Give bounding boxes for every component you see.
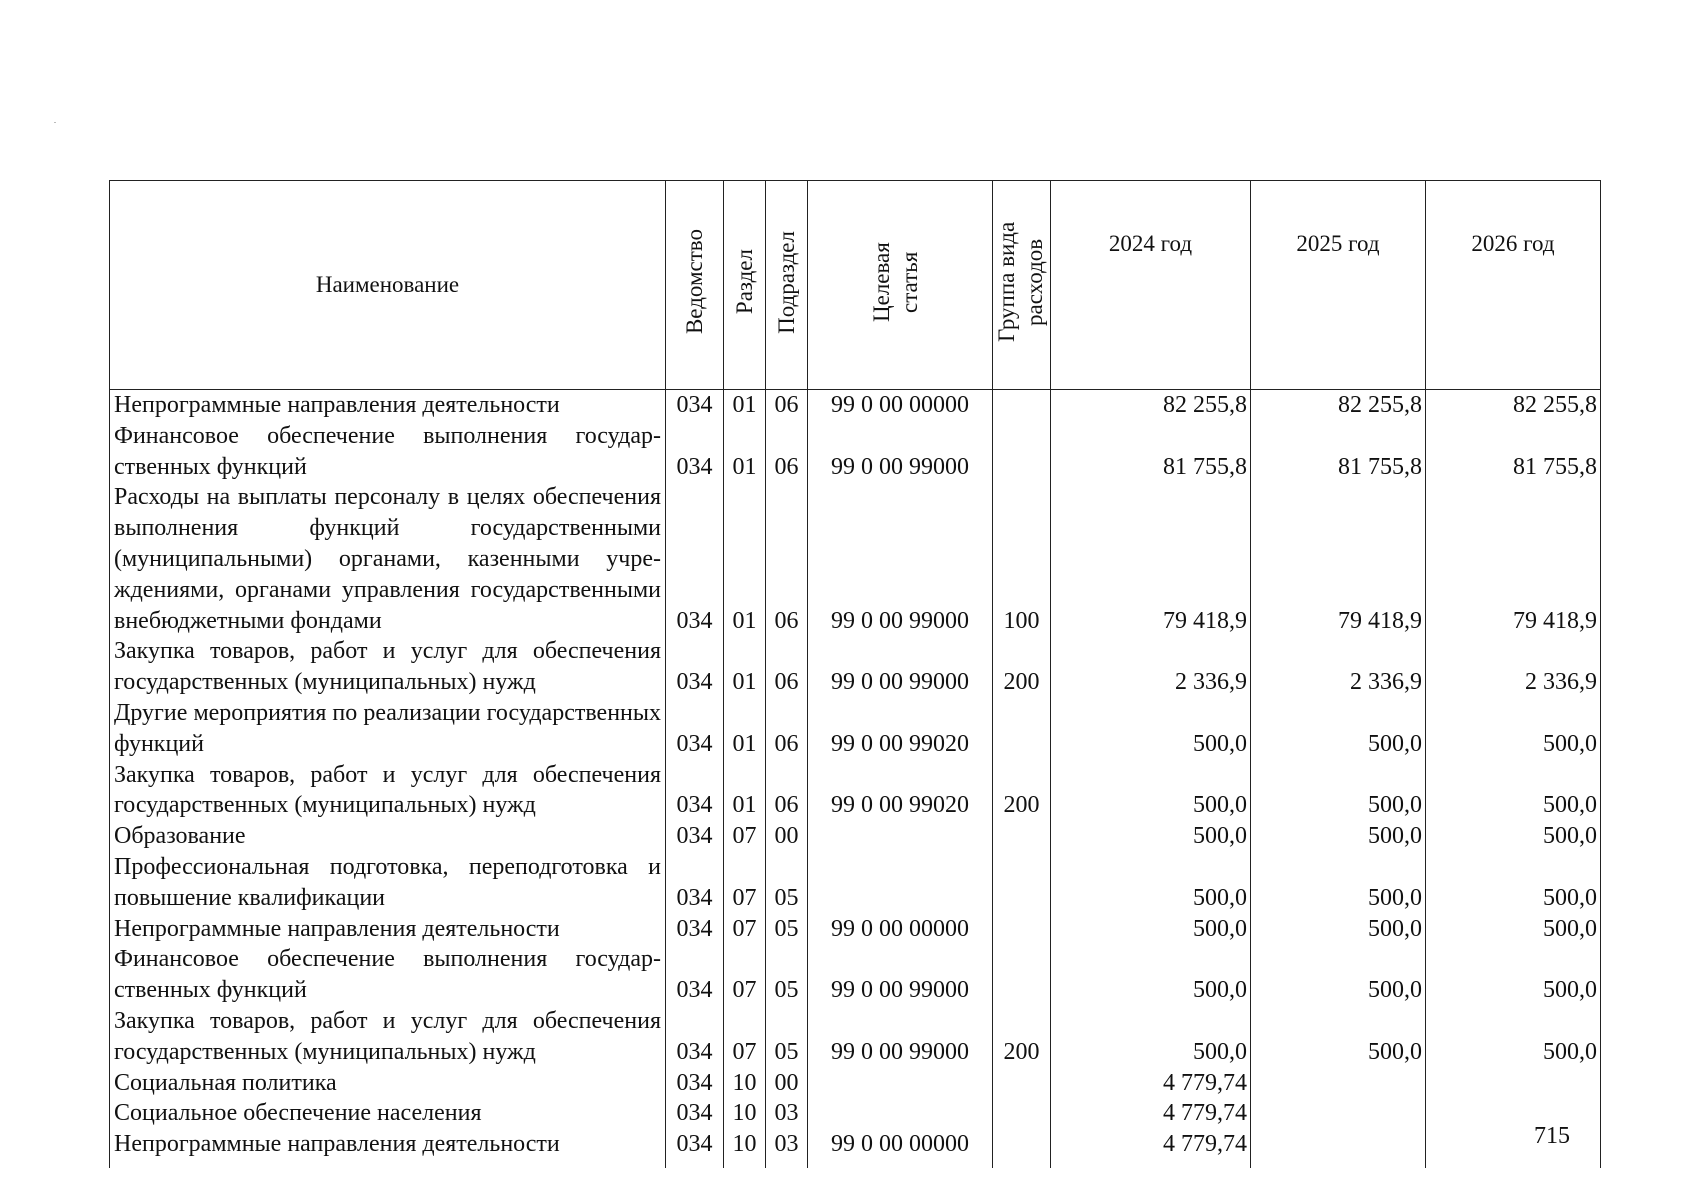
header-dept-text: Ведомство bbox=[681, 229, 707, 335]
row-section: 07 bbox=[724, 821, 766, 852]
row-2024: 500,0 bbox=[1051, 944, 1251, 1006]
row-2026 bbox=[1426, 1098, 1601, 1129]
row-section: 07 bbox=[724, 914, 766, 945]
row-dept: 034 bbox=[666, 698, 724, 760]
row-subsection: 06 bbox=[766, 421, 808, 483]
row-2026: 2 336,9 bbox=[1426, 636, 1601, 698]
row-dept: 034 bbox=[666, 1098, 724, 1129]
row-group bbox=[993, 1129, 1051, 1168]
row-2024: 500,0 bbox=[1051, 914, 1251, 945]
row-2025: 81 755,8 bbox=[1251, 421, 1426, 483]
table-row bbox=[110, 390, 1601, 421]
header-subsection-text: Подраздел bbox=[773, 230, 799, 334]
row-section: 01 bbox=[724, 390, 766, 421]
header-target bbox=[808, 181, 993, 390]
header-section-text: Раздел bbox=[731, 249, 757, 315]
row-name: Финансовое обеспечение выполнения государственных функций bbox=[110, 421, 666, 483]
row-section: 10 bbox=[724, 1098, 766, 1129]
row-2025: 500,0 bbox=[1251, 852, 1426, 914]
row-2026 bbox=[1426, 1129, 1601, 1168]
row-subsection: 05 bbox=[766, 944, 808, 1006]
row-target bbox=[808, 821, 993, 852]
row-2024: 4 779,74 bbox=[1051, 1098, 1251, 1129]
table-header-row bbox=[110, 181, 1601, 390]
header-target-line1: Целевая bbox=[869, 242, 894, 322]
row-name: Социальное обеспечение населения bbox=[110, 1098, 666, 1129]
table-row bbox=[110, 482, 1601, 636]
row-target: 99 0 00 99000 bbox=[808, 636, 993, 698]
row-section: 01 bbox=[724, 760, 766, 822]
row-subsection: 05 bbox=[766, 914, 808, 945]
scan-speck bbox=[54, 122, 56, 123]
row-dept: 034 bbox=[666, 390, 724, 421]
row-2026: 500,0 bbox=[1426, 914, 1601, 945]
table-row bbox=[110, 914, 1601, 945]
row-dept: 034 bbox=[666, 821, 724, 852]
row-name: Закупка товаров, работ и услуг для обеспечения государственных (муниципальных) нужд bbox=[110, 636, 666, 698]
budget-table bbox=[109, 180, 1601, 1168]
row-2025 bbox=[1251, 1129, 1426, 1168]
table-row bbox=[110, 421, 1601, 483]
row-section: 07 bbox=[724, 852, 766, 914]
row-subsection: 00 bbox=[766, 821, 808, 852]
row-subsection: 06 bbox=[766, 698, 808, 760]
header-subsection bbox=[766, 181, 808, 390]
row-dept: 034 bbox=[666, 1068, 724, 1099]
row-name: Закупка товаров, работ и услуг для обеспечения государственных (муниципальных) нужд bbox=[110, 1006, 666, 1068]
table-row bbox=[110, 1129, 1601, 1168]
row-2025: 500,0 bbox=[1251, 1006, 1426, 1068]
row-subsection: 06 bbox=[766, 636, 808, 698]
header-target-line2: статья bbox=[897, 251, 922, 313]
row-name: Социальная политика bbox=[110, 1068, 666, 1099]
row-2026: 82 255,8 bbox=[1426, 390, 1601, 421]
row-section: 07 bbox=[724, 1006, 766, 1068]
row-group bbox=[993, 390, 1051, 421]
row-target: 99 0 00 99000 bbox=[808, 944, 993, 1006]
table-row bbox=[110, 852, 1601, 914]
row-name: Другие мероприятия по реализации государственных функций bbox=[110, 698, 666, 760]
table-row bbox=[110, 944, 1601, 1006]
table-row bbox=[110, 1098, 1601, 1129]
row-2025: 500,0 bbox=[1251, 698, 1426, 760]
row-target: 99 0 00 99000 bbox=[808, 482, 993, 636]
row-dept: 034 bbox=[666, 852, 724, 914]
row-2024: 79 418,9 bbox=[1051, 482, 1251, 636]
row-group bbox=[993, 1098, 1051, 1129]
row-dept: 034 bbox=[666, 482, 724, 636]
table-row bbox=[110, 1068, 1601, 1099]
row-group bbox=[993, 944, 1051, 1006]
row-2026: 500,0 bbox=[1426, 852, 1601, 914]
row-2025 bbox=[1251, 1098, 1426, 1129]
row-2024: 82 255,8 bbox=[1051, 390, 1251, 421]
row-2025: 2 336,9 bbox=[1251, 636, 1426, 698]
row-2026: 500,0 bbox=[1426, 821, 1601, 852]
row-section: 10 bbox=[724, 1068, 766, 1099]
header-target-text bbox=[868, 212, 932, 352]
header-group-line2: расходов bbox=[1022, 238, 1047, 326]
row-group bbox=[993, 698, 1051, 760]
table-row bbox=[110, 636, 1601, 698]
row-target bbox=[808, 852, 993, 914]
row-dept: 034 bbox=[666, 760, 724, 822]
header-name: Наименование bbox=[110, 181, 666, 390]
row-2026: 500,0 bbox=[1426, 698, 1601, 760]
row-2024: 81 755,8 bbox=[1051, 421, 1251, 483]
row-section: 10 bbox=[724, 1129, 766, 1168]
row-2024: 500,0 bbox=[1051, 821, 1251, 852]
header-group bbox=[993, 181, 1051, 390]
row-2025: 79 418,9 bbox=[1251, 482, 1426, 636]
row-subsection: 06 bbox=[766, 482, 808, 636]
header-section bbox=[724, 181, 766, 390]
header-2025: 2025 год bbox=[1251, 181, 1426, 390]
row-subsection: 03 bbox=[766, 1129, 808, 1168]
row-name: Закупка товаров, работ и услуг для обеспечения государственных (муниципальных) нужд bbox=[110, 760, 666, 822]
row-2024: 500,0 bbox=[1051, 698, 1251, 760]
row-2024: 500,0 bbox=[1051, 760, 1251, 822]
row-dept: 034 bbox=[666, 636, 724, 698]
row-2026: 500,0 bbox=[1426, 944, 1601, 1006]
row-group bbox=[993, 421, 1051, 483]
row-group bbox=[993, 852, 1051, 914]
row-2026 bbox=[1426, 1068, 1601, 1099]
row-target: 99 0 00 00000 bbox=[808, 390, 993, 421]
row-subsection: 05 bbox=[766, 1006, 808, 1068]
row-subsection: 00 bbox=[766, 1068, 808, 1099]
row-name: Непрограммные направления деятельности bbox=[110, 1129, 666, 1168]
table-row bbox=[110, 821, 1601, 852]
row-dept: 034 bbox=[666, 1006, 724, 1068]
row-section: 07 bbox=[724, 944, 766, 1006]
table-body bbox=[110, 390, 1601, 1168]
row-group: 200 bbox=[993, 636, 1051, 698]
page-number: 715 bbox=[1534, 1123, 1570, 1149]
row-target: 99 0 00 99000 bbox=[808, 421, 993, 483]
row-2025 bbox=[1251, 1068, 1426, 1099]
row-target: 99 0 00 00000 bbox=[808, 1129, 993, 1168]
row-group: 100 bbox=[993, 482, 1051, 636]
row-dept: 034 bbox=[666, 1129, 724, 1168]
row-target bbox=[808, 1068, 993, 1099]
header-2024: 2024 год bbox=[1051, 181, 1251, 390]
row-2024: 2 336,9 bbox=[1051, 636, 1251, 698]
row-group: 200 bbox=[993, 760, 1051, 822]
row-2026: 500,0 bbox=[1426, 1006, 1601, 1068]
row-dept: 034 bbox=[666, 944, 724, 1006]
row-target: 99 0 00 99020 bbox=[808, 760, 993, 822]
header-group-line1: Группа вида bbox=[994, 221, 1019, 343]
row-section: 01 bbox=[724, 636, 766, 698]
row-2025: 82 255,8 bbox=[1251, 390, 1426, 421]
row-section: 01 bbox=[724, 482, 766, 636]
row-2024: 4 779,74 bbox=[1051, 1129, 1251, 1168]
row-section: 01 bbox=[724, 698, 766, 760]
row-2024: 4 779,74 bbox=[1051, 1068, 1251, 1099]
row-2025: 500,0 bbox=[1251, 914, 1426, 945]
table-row bbox=[110, 698, 1601, 760]
row-2025: 500,0 bbox=[1251, 944, 1426, 1006]
row-target: 99 0 00 99020 bbox=[808, 698, 993, 760]
row-group bbox=[993, 1068, 1051, 1099]
header-group-text bbox=[993, 207, 1051, 357]
row-2025: 500,0 bbox=[1251, 821, 1426, 852]
row-group bbox=[993, 821, 1051, 852]
row-group bbox=[993, 914, 1051, 945]
row-subsection: 06 bbox=[766, 390, 808, 421]
row-name: Непрограммные направления деятельности bbox=[110, 390, 666, 421]
row-group: 200 bbox=[993, 1006, 1051, 1068]
row-name: Профессиональная подготовка, переподготовка и повышение квалификации bbox=[110, 852, 666, 914]
row-target: 99 0 00 00000 bbox=[808, 914, 993, 945]
row-name: Финансовое обеспечение выполнения государственных функций bbox=[110, 944, 666, 1006]
row-2026: 79 418,9 bbox=[1426, 482, 1601, 636]
row-dept: 034 bbox=[666, 914, 724, 945]
row-target: 99 0 00 99000 bbox=[808, 1006, 993, 1068]
row-section: 01 bbox=[724, 421, 766, 483]
row-name: Образование bbox=[110, 821, 666, 852]
row-subsection: 06 bbox=[766, 760, 808, 822]
table-row bbox=[110, 1006, 1601, 1068]
header-dept bbox=[666, 181, 724, 390]
row-2026: 81 755,8 bbox=[1426, 421, 1601, 483]
row-subsection: 03 bbox=[766, 1098, 808, 1129]
row-dept: 034 bbox=[666, 421, 724, 483]
row-name: Непрограммные направления деятельности bbox=[110, 914, 666, 945]
row-2025: 500,0 bbox=[1251, 760, 1426, 822]
row-2024: 500,0 bbox=[1051, 1006, 1251, 1068]
row-2024: 500,0 bbox=[1051, 852, 1251, 914]
row-subsection: 05 bbox=[766, 852, 808, 914]
table-row bbox=[110, 760, 1601, 822]
row-target bbox=[808, 1098, 993, 1129]
row-2026: 500,0 bbox=[1426, 760, 1601, 822]
row-name: Расходы на выплаты персоналу в целях обеспечения выполнения функций государственными (муниципальными) органами, казенными учреждениями, органами управления государственными внебюджетными фондами bbox=[110, 482, 666, 636]
header-2026: 2026 год bbox=[1426, 181, 1601, 390]
